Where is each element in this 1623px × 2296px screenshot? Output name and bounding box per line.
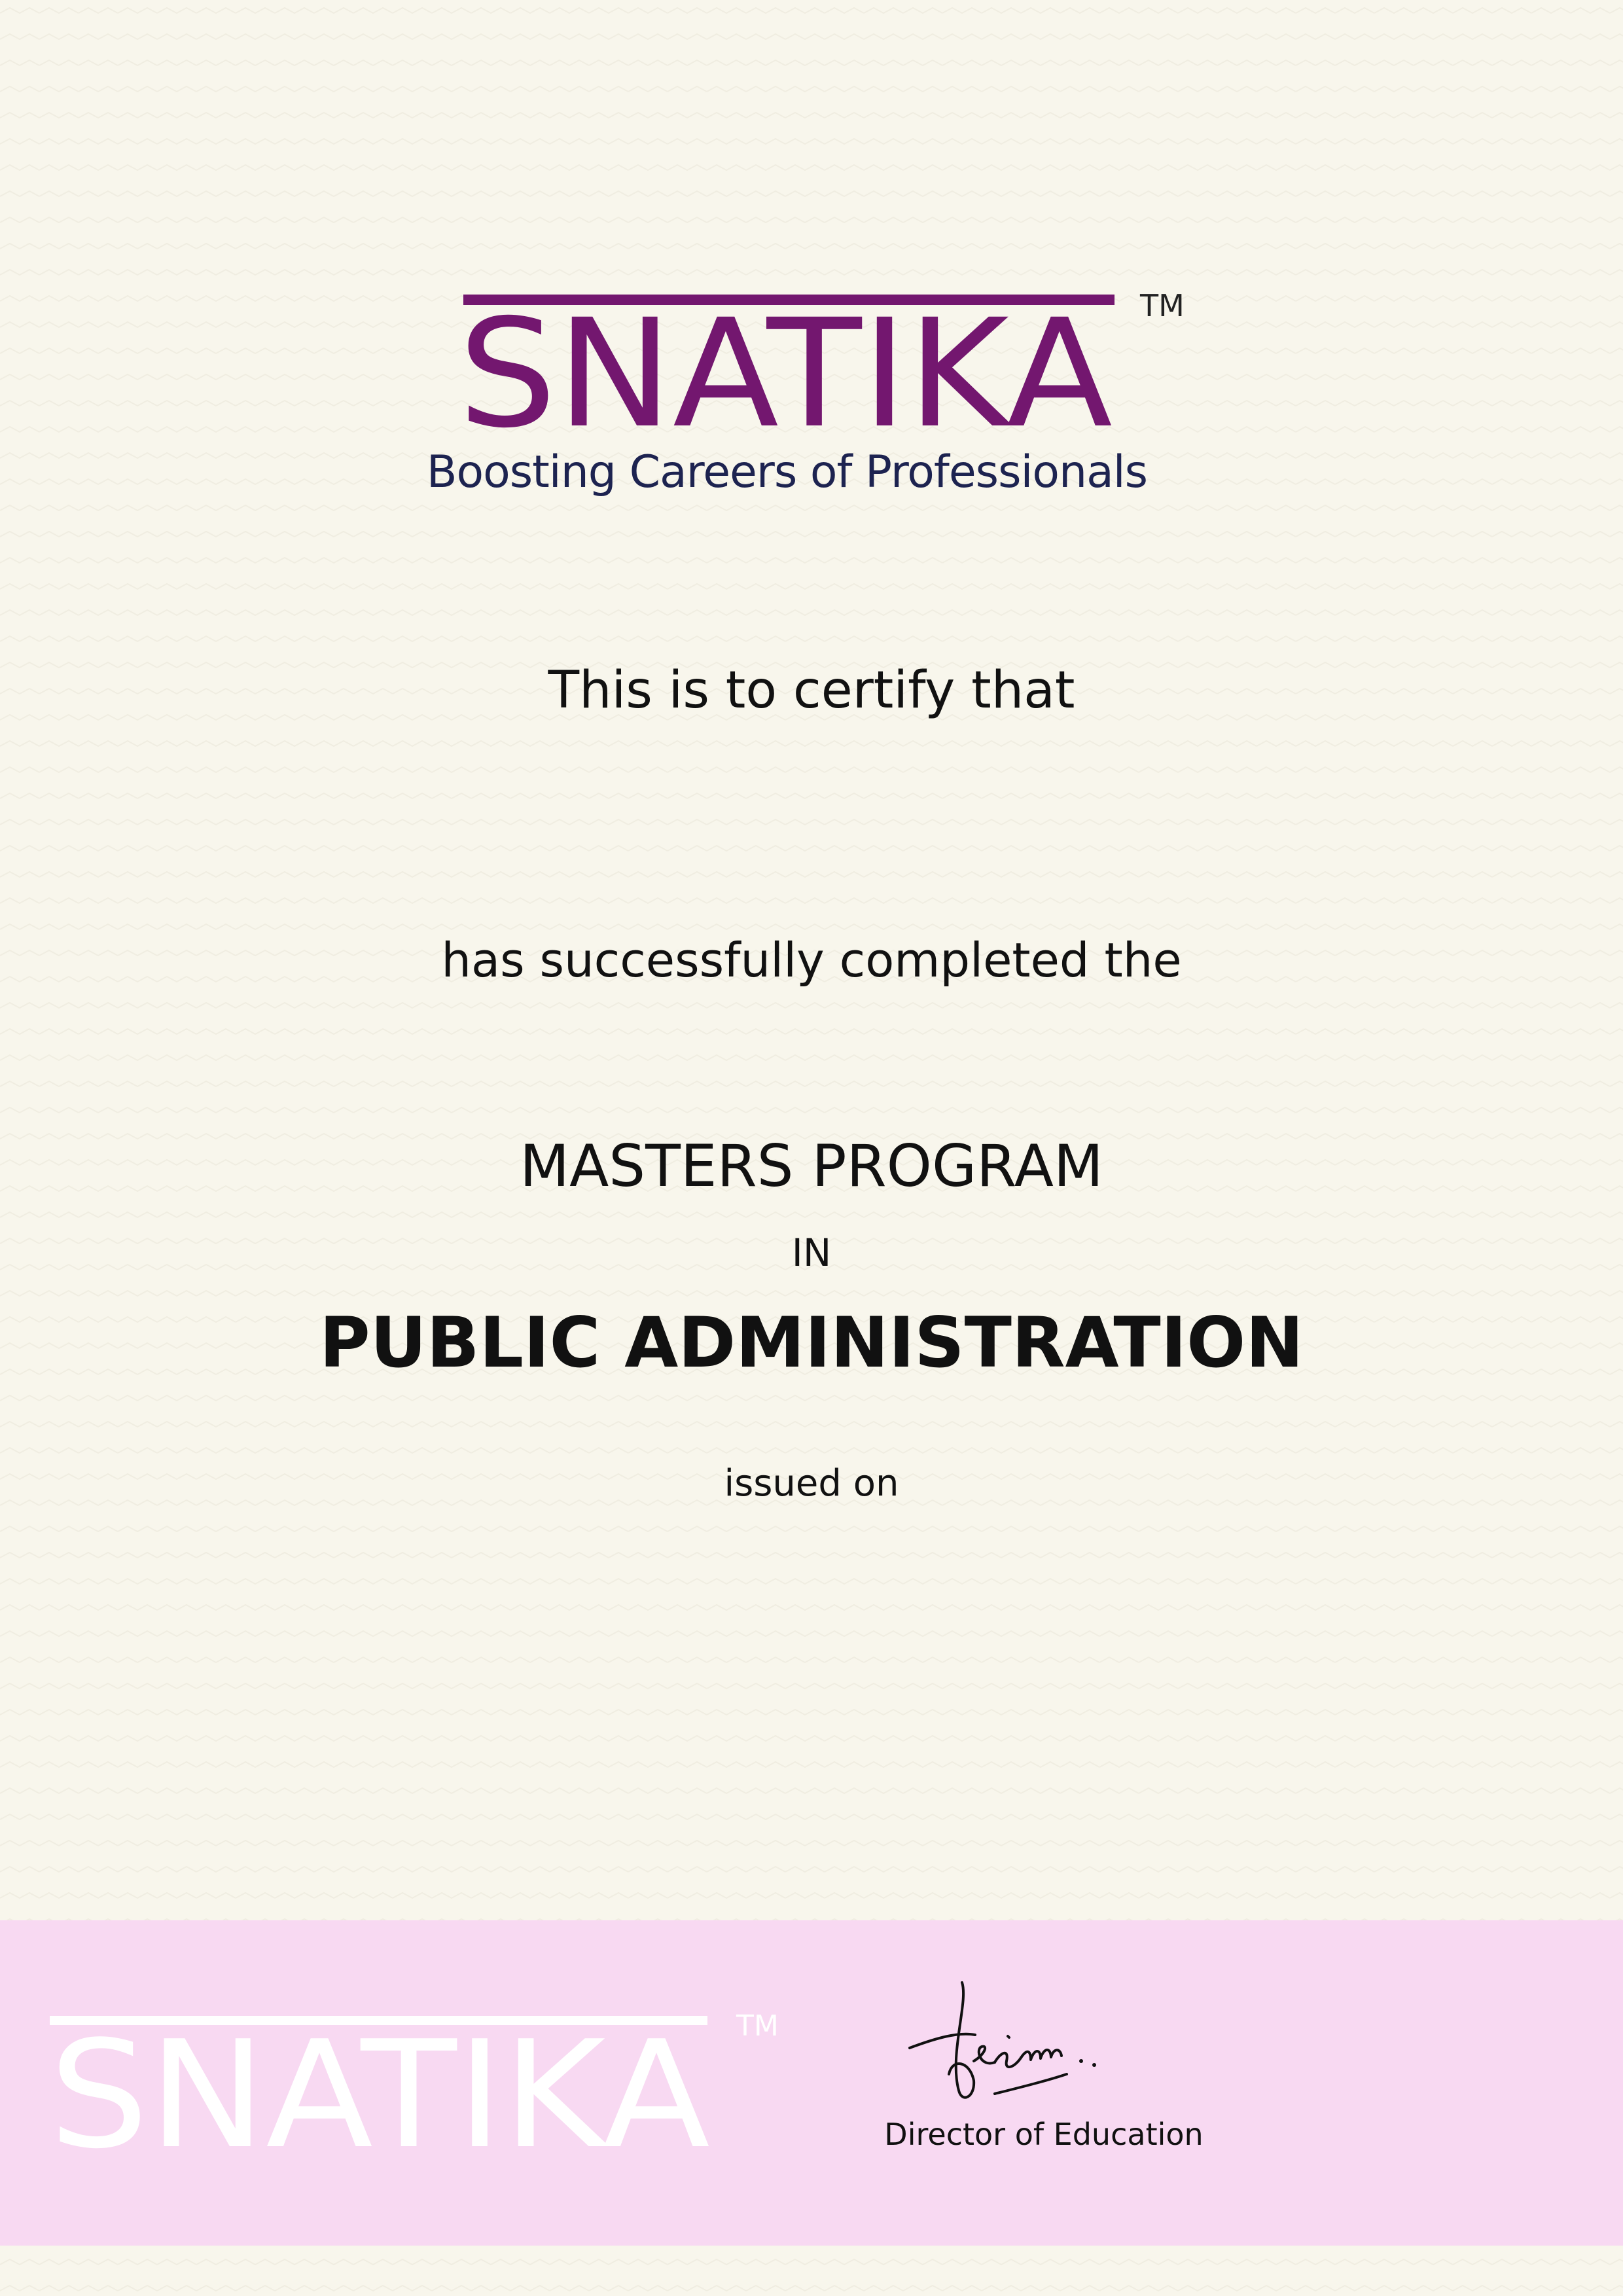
handwritten-signature-icon: [897, 1976, 1145, 2120]
program-connector: IN: [791, 1230, 832, 1275]
trademark-symbol: TM: [1140, 288, 1185, 323]
svg-text:SNATIKA: SNATIKA: [458, 287, 1113, 461]
footer-trademark-symbol: TM: [736, 2009, 779, 2043]
program-title: MASTERS PROGRAM: [520, 1132, 1103, 1200]
certify-intro: This is to certify that: [548, 661, 1075, 720]
issued-label: issued on: [724, 1462, 899, 1505]
svg-text:SNATIKA: SNATIKA: [49, 2018, 710, 2162]
program-field: PUBLIC ADMINISTRATION: [319, 1302, 1304, 1383]
certificate-footer: [0, 1920, 1623, 2246]
signatory-title: Director of Education: [884, 2117, 1204, 2152]
completion-text: has successfully completed the: [441, 933, 1182, 988]
snatika-logo: [452, 287, 1119, 461]
footer-snatika-logo: [39, 2018, 720, 2162]
brand-tagline: Boosting Careers of Professionals: [426, 446, 1148, 498]
